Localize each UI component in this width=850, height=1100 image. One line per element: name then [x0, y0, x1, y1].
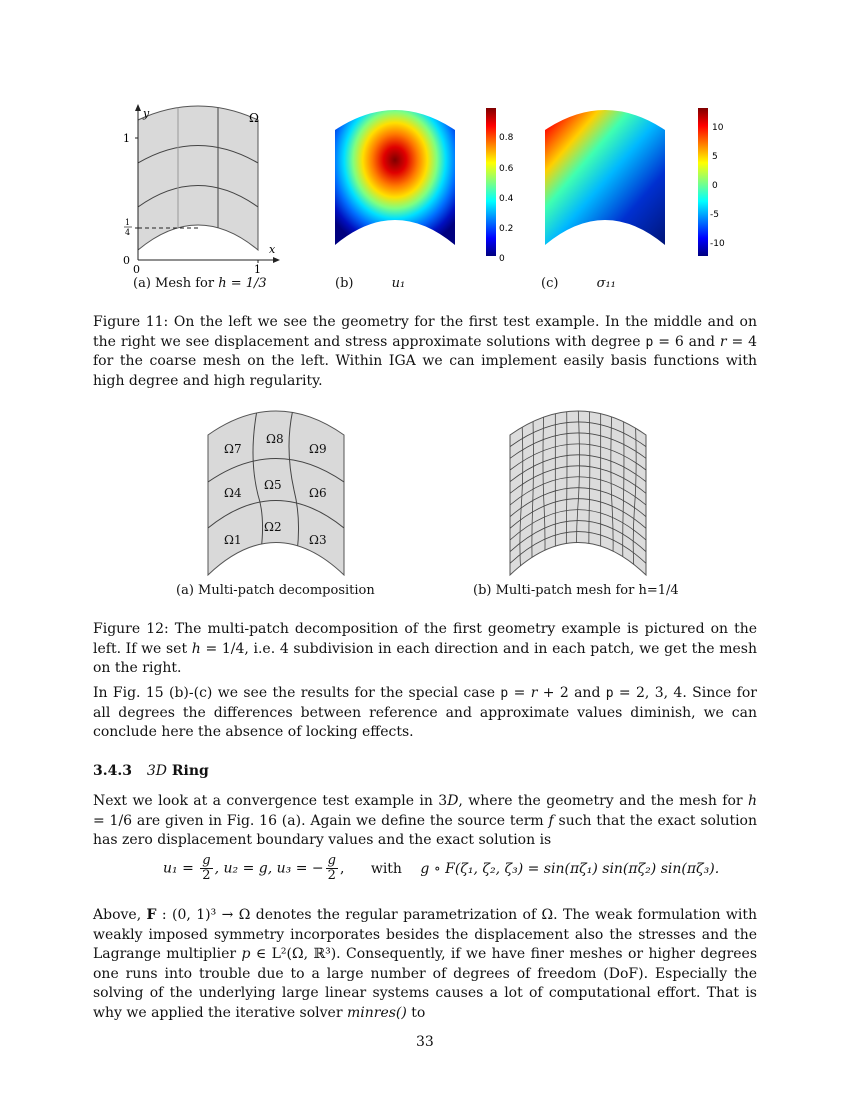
y-axis-label: y [143, 107, 150, 120]
sigma11-heatmap [540, 100, 670, 250]
paragraph-parametrization: Above, F : (0, 1)³ → Ω denotes the regular parametrization of Ω. The weak formulation with weakly imposed symmetry incorporates besides the displacement also the stresses and the Lagrange multiplier p ∈ L²(Ω, ℝ³). Consequently, if we have finer meshes or higher degrees one runs into trouble due to a large number of degrees of freedom (DoF). Especially the solving of the underlying large linear systems causes a lot of computational effort. That is why we applied the iterative solver minres() to [93, 907, 758, 1021]
fig11-caption-b: (b) u₁ [335, 276, 406, 291]
sigma11-colorbar [698, 108, 708, 256]
u1-colorbar-tick-0.6: 0.6 [499, 164, 514, 174]
tick-y-quarter-num: 1 [125, 218, 131, 227]
patch-label-6: Ω6 [309, 486, 327, 500]
patch-label-4: Ω4 [224, 486, 242, 500]
tick-y-0: 0 [123, 254, 130, 267]
tick-y-1: 1 [123, 132, 130, 145]
fig11-caption: Figure 11: On the left we see the geometry for the first test example. In the middle and on the right we see displacement and stress approximate solutions with degree p = 6 and r = 4 for the coarse mesh on the left. Within IGA we can implement easily basis functions with high degree and high regularity. [93, 314, 758, 389]
fig12-caption: Figure 12: The multi-patch decomposition of the first geometry example is pictured on the left. If we set h = 1/4, i.e. 4 subdivision in each direction and in each patch, we get the mesh on the right. [93, 621, 757, 676]
u1-colorbar-tick-0.8: 0.8 [499, 133, 514, 143]
fine-mesh-region [510, 411, 646, 575]
sigma11-colorbar-tick-0: 0 [712, 181, 718, 191]
fig12-decomposition-plot [200, 405, 355, 580]
patch-label-1: Ω1 [224, 533, 242, 547]
tick-y-quarter-den: 4 [125, 228, 131, 237]
fig11-mesh-plot [108, 100, 293, 280]
patch-label-7: Ω7 [224, 442, 242, 456]
patch-label-3: Ω3 [309, 533, 327, 547]
sigma11-colorbar-tick-minus5: -5 [710, 210, 719, 220]
sigma11-colorbar-tick-minus10: -10 [710, 239, 725, 249]
omega-label: Ω [249, 111, 259, 125]
patch-label-9: Ω9 [309, 442, 327, 456]
patch-label-2: Ω2 [264, 520, 282, 534]
fig11-caption-c: (c) σ₁₁ [541, 276, 616, 291]
fig12-caption-a: (a) Multi-patch decomposition [176, 583, 375, 598]
fig11-u1-plot [330, 100, 520, 265]
patch-label-8: Ω8 [266, 432, 284, 446]
tick-x-0: 0 [133, 263, 140, 276]
u1-colorbar-tick-0: 0 [499, 254, 505, 264]
fig11-sigma11-plot [540, 100, 750, 265]
patch-label-5: Ω5 [264, 478, 282, 492]
exact-solution-equation: u₁ = $\frac{g}{2}$ , u₂ = g, u₃ = − $\frac{g}{2}$ , with g ∘ F(ζ₁, ζ₂, ζ₃) = sin(πζ₁) sin(πζ₂) sin(πζ₃). [163, 853, 720, 883]
x-axis-label: x [269, 243, 276, 256]
u1-colorbar-tick-0.4: 0.4 [499, 194, 514, 204]
tick-x-1: 1 [254, 263, 261, 276]
u1-heatmap [330, 100, 460, 250]
y-axis-arrow [135, 104, 141, 111]
x-axis-arrow [273, 257, 280, 263]
sigma11-colorbar-tick-5: 5 [712, 152, 718, 162]
fig11-caption-a: (a) Mesh for h = 1/3 [133, 276, 267, 291]
paragraph-ring-intro: Next we look at a convergence test example in 3D, where the geometry and the mesh for h = 1/6 are given in Fig. 16 (a). Again we define the source term f such that the exact solution has zero displacement boundary values and the exact solution is [93, 793, 757, 848]
u1-colorbar [486, 108, 496, 256]
fig12-mesh-plot [502, 405, 657, 580]
fig12-caption-b: (b) Multi-patch mesh for h=1/4 [473, 583, 679, 598]
u1-colorbar-tick-0.2: 0.2 [499, 224, 514, 234]
page-number: 33 [416, 1034, 434, 1050]
paragraph-locking: In Fig. 15 (b)-(c) we see the results for the special case p = r + 2 and p = 2, 3, 4. Since for all degrees the differences between reference and approximate values diminish, we can conclude here the absence of locking effects. [93, 685, 757, 740]
sigma11-colorbar-tick-10: 10 [712, 123, 724, 133]
section-heading: 3.4.3 3D Ring [93, 763, 209, 779]
